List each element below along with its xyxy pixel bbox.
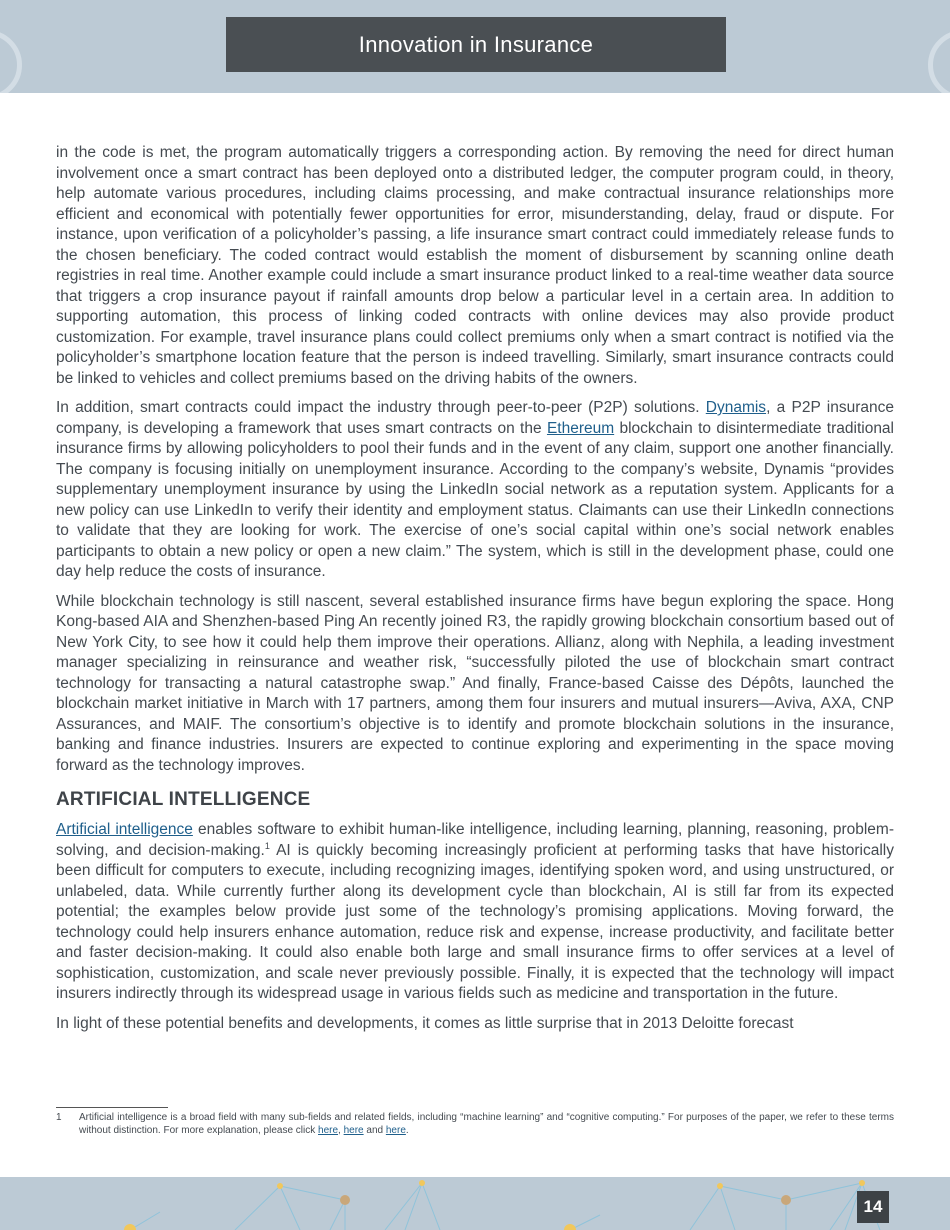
footer-band <box>0 1177 950 1230</box>
text-span: , a P2P insurance company, is developing a framework that uses smart contracts on the <box>56 399 894 437</box>
page-number: 14 <box>857 1191 889 1223</box>
gear-icon <box>928 30 950 93</box>
gear-icon <box>0 30 22 93</box>
text-span: , <box>338 1125 344 1136</box>
text-span: In addition, smart contracts could impact the industry through peer-to-peer (P2P) solutions. <box>56 399 706 416</box>
text-span: and <box>363 1125 386 1136</box>
dynamis-link[interactable]: Dynamis <box>705 399 767 416</box>
footnote <box>56 1111 894 1137</box>
text-span: blockchain to disintermediate traditional insurance firms by allowing policyholders to pool their funds and in the event of any claim, support one another financially. The company is focusing initially on unemployment insurance. According to the company’s website, Dynamis “provides supplementary unemployment insurance by using the LinkedIn social network as a reputation system. Applicants for a new policy can use LinkedIn to verify their identity and employment status. Claimants can use their LinkedIn connections to validate that they are looking for work. The exercise of one’s social capital within one’s social network enables participants to obtain a new policy or open a new claim.” The system, which is still in the development phase, could one day help reduce the costs of insurance. <box>56 419 894 580</box>
text-span: AI is quickly becoming increasingly proficient at performing tasks that have historically been difficult for computers to execute, including recognizing images, identifying spoken word, and using unstructured, or unlabeled, data. While currently further along its development cycle than blockchain, AI is still far from its expected potential; the examples below provide just some of the technology’s promising applications. Moving forward, the technology could help insurers enhance automation, reduce risk and expense, increase productivity, and facilitate better and faster decision-making. It could also enable both large and small insurance firms to offer services at a level of sophistication, customization, and scale never previously possible. Finally, it is expected that the technology will impact insurers indirectly through its widespread usage in various fields such as medicine and transportation in the future. <box>56 841 894 1002</box>
footnote-number: 1 <box>56 1112 62 1123</box>
text-span: Artificial intelligence is a broad field with many sub-fields and related fields, including “machine learning” and “cognitive computing.” For purposes of the paper, we refer to these terms without distinction. For more explanation, please click <box>79 1112 894 1136</box>
text-span: enables software to exhibit human-like intelligence, including learning, planning, reasoning, problem-solving, and decision-making. <box>56 821 895 859</box>
paragraph-ai <box>56 820 894 1005</box>
paragraph-smart-contracts: in the code is met, the program automatically triggers a corresponding action. By removing the need for direct human involvement once a smart contract has been deployed onto a distributed ledger, the computer program could, in theory, help automate various procedures, including claims processing, and make contractual insurance relationships more efficient and economical with potentially fewer opportunities for error, misunderstanding, delay, fraud or dispute. For instance, upon verification of a policyholder’s passing, a life insurance smart contract could immediately release funds to the chosen beneficiary. The coded contract would establish the moment of disbursement by scanning online death registries in real time. Another example could include a smart insurance product linked to a real-time weather data source that triggers a crop insurance payout if rainfall amounts drop below a particular level in a certain area. In addition to supporting automation, this process of linking coded contracts with online devices may also provide product customization. For example, travel insurance plans could collect premiums only when a smart contract is notified via the policyholder’s smartphone location feature that the person is indeed travelling. Similarly, smart insurance contracts could be linked to vehicles and collect premiums based on the driving habits of the owners. <box>56 144 894 387</box>
section-heading-ai: ARTIFICIAL INTELLIGENCE <box>56 789 311 810</box>
artificial-intelligence-link[interactable]: Artificial intelligence <box>56 821 193 838</box>
footnote-link-1[interactable]: here <box>318 1125 339 1136</box>
footnote-text <box>56 1111 894 1137</box>
footnote-divider <box>56 1107 168 1108</box>
ethereum-link[interactable]: Ethereum <box>546 419 615 437</box>
text-span: . <box>405 1125 409 1136</box>
page-title: Innovation in Insurance <box>226 17 726 72</box>
footnote-ref[interactable]: 1 <box>264 840 270 851</box>
paragraph-p2p <box>56 398 894 583</box>
footnote-link-3[interactable]: here <box>385 1125 406 1136</box>
network-decoration <box>0 1177 950 1230</box>
paragraph-forecast: In light of these potential benefits and developments, it comes as little surprise that in 2013 Deloitte forecast <box>56 1014 794 1032</box>
paragraph-blockchain-firms: While blockchain technology is still nascent, several established insurance firms have begun exploring the space. Hong Kong-based AIA and Shenzhen-based Ping An recently joined R3, the rapidly growing blockchain consortium based out of New York City, to see how it could help them improve their operations. Allianz, along with Nephila, a leading investment manager specializing in reinsurance and weather risk, “successfully piloted the use of blockchain smart contract technology for transacting a natural catastrophe swap.” And finally, France-based Caisse des Dépôts, launched the blockchain market initiative in March with 17 partners, among them four insurers and mutual insurers—Aviva, AXA, CNP Assurances, and MAIF. The consortium’s objective is to identify and promote blockchain solutions in the insurance, banking and finance industries. Insurers are expected to continue exploring and experimenting in the space moving forward as the technology improves. <box>56 592 894 774</box>
footnote-link-2[interactable]: here <box>343 1125 364 1136</box>
main-content <box>56 143 894 1043</box>
